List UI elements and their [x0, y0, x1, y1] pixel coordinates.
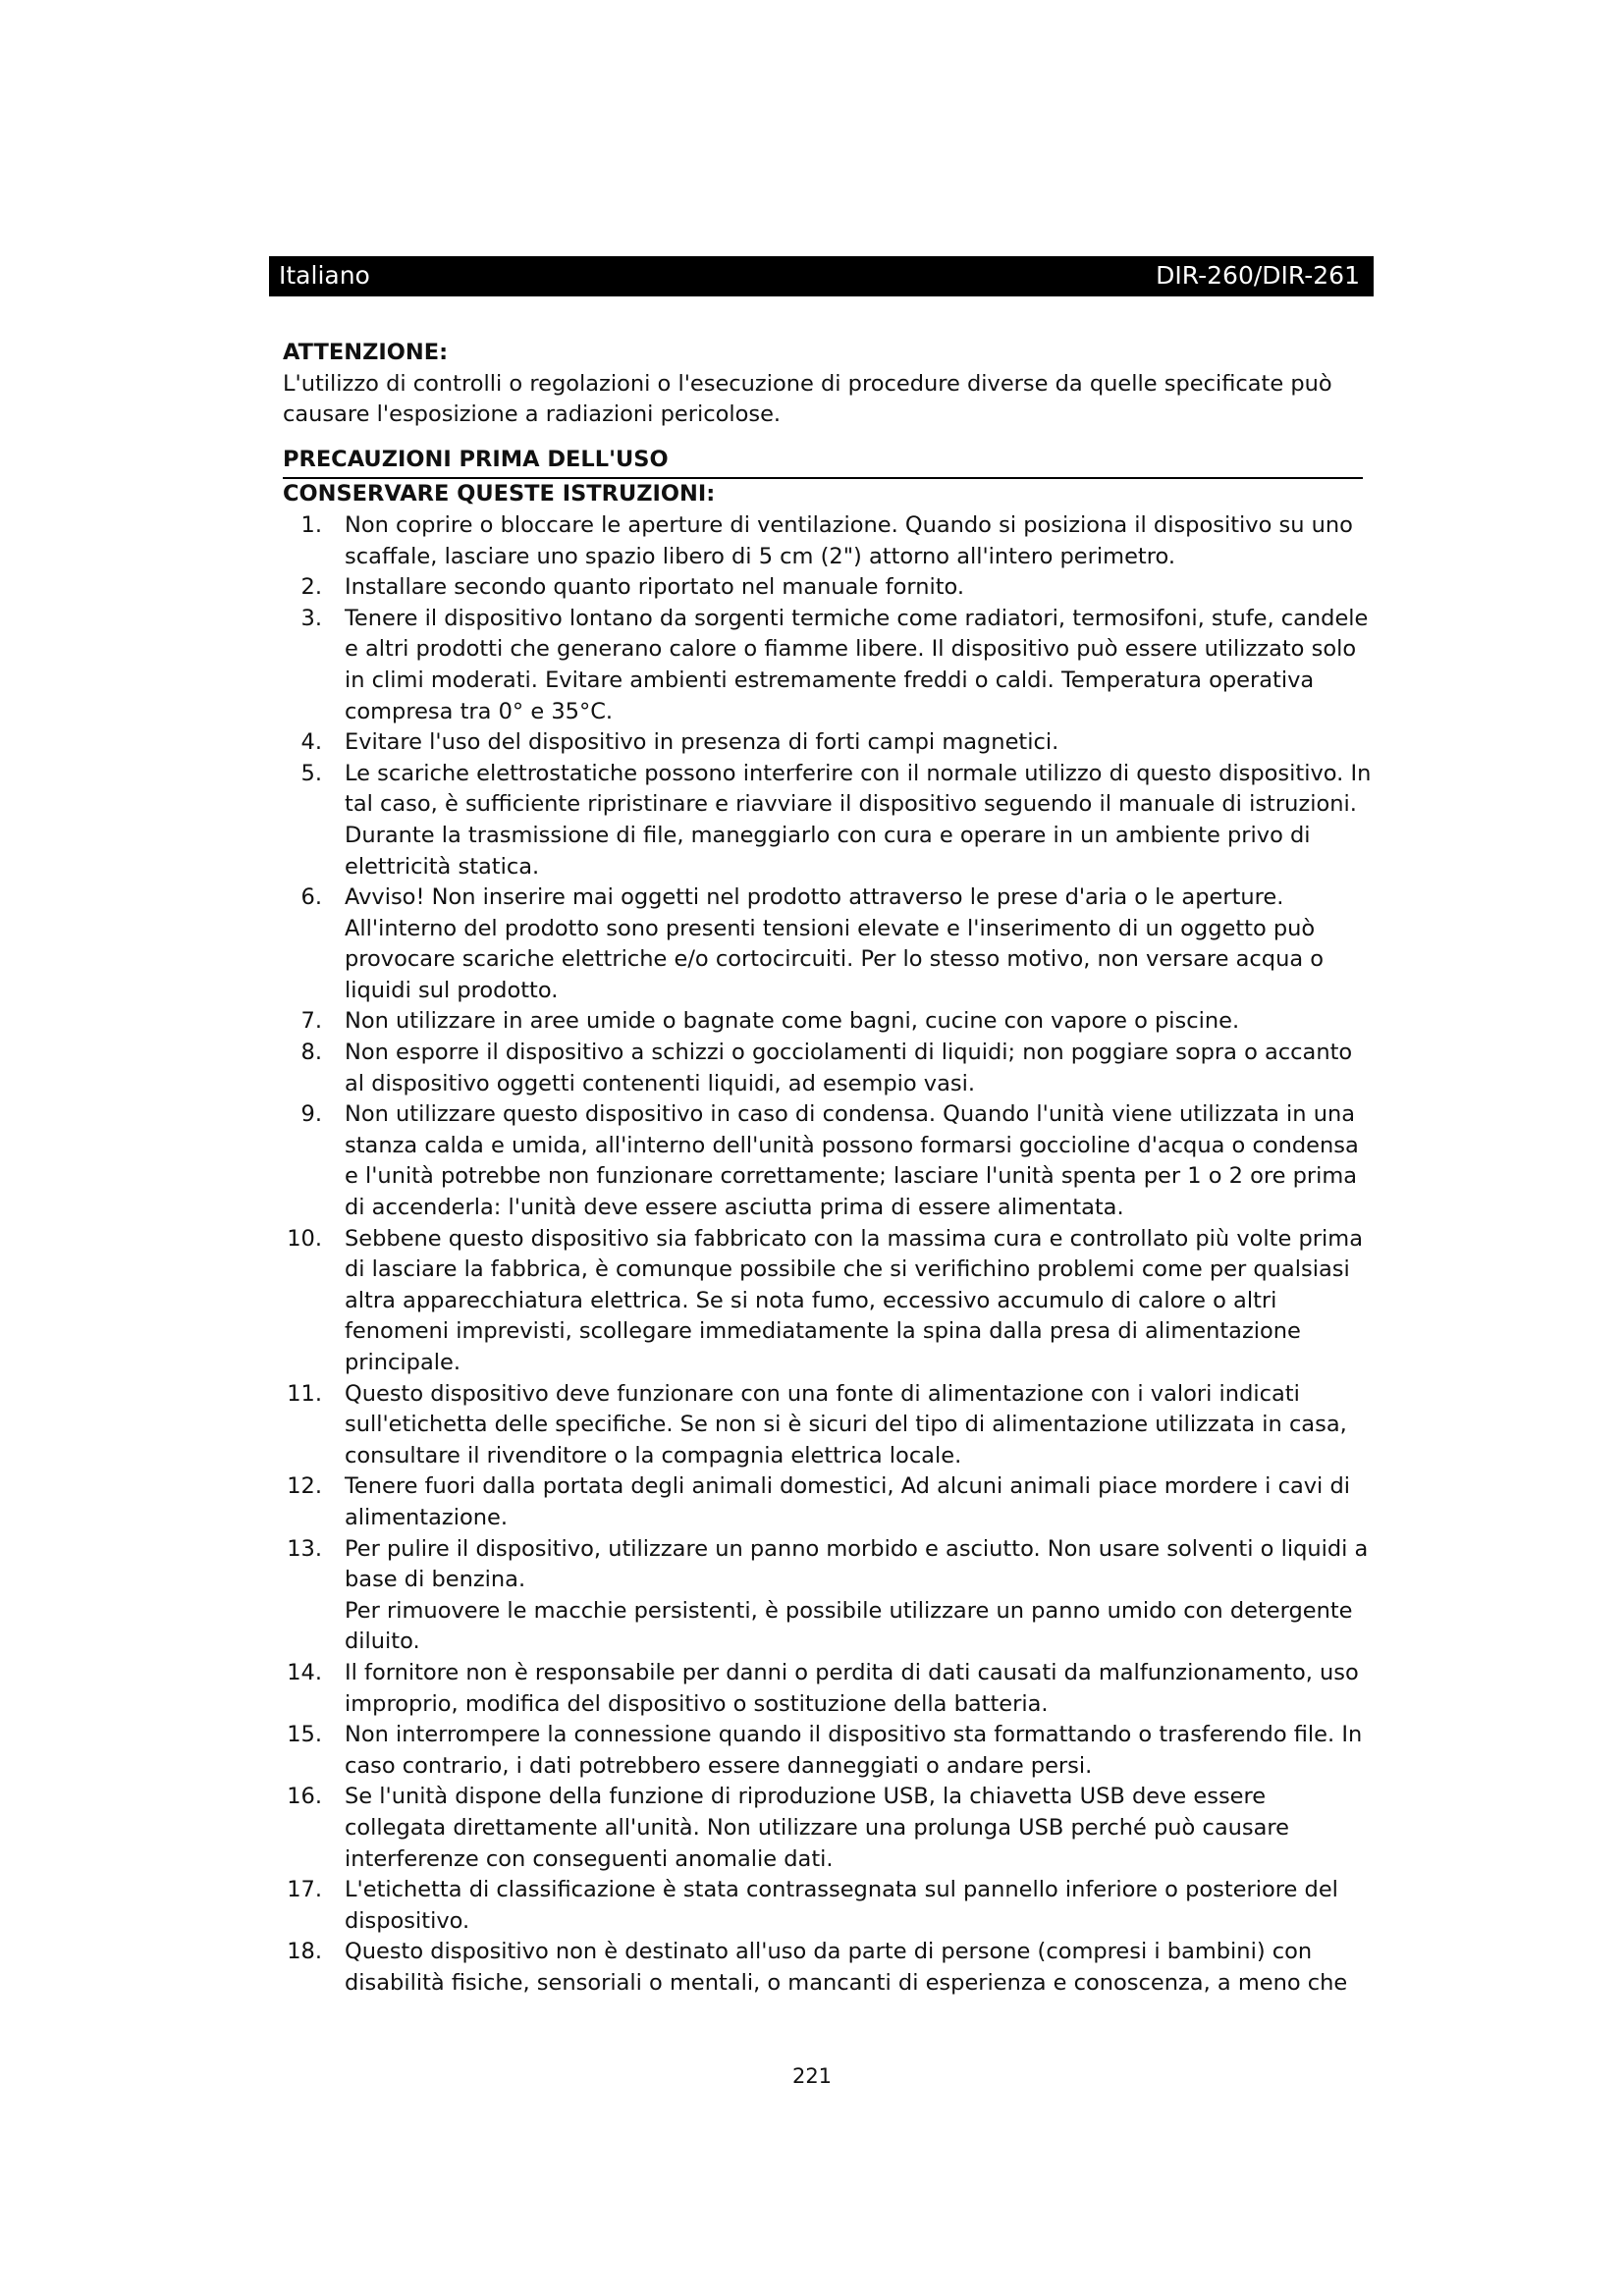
item-text: Tenere il dispositivo lontano da sorgenti termiche come radiatori, termosifoni, stufe, candele e altri prodotti che generano calore o fiamme libere. Il dispositivo può essere utilizzato solo in climi moderati. Evitare ambienti estremamente freddi o caldi. Temperatura operativa compresa tra 0° e 35°C. — [345, 605, 1369, 724]
item-number: 7. — [300, 1008, 322, 1035]
list-item — [283, 1534, 1373, 1658]
item-text: Non coprire o bloccare le aperture di ventilazione. Quando si posiziona il dispositivo su uno scaffale, lasciare uno spazio libero di 5 cm (2") attorno all'intero perimetro. — [345, 511, 1353, 569]
item-text: Non esporre il dispositivo a schizzi o gocciolamenti di liquidi; non poggiare sopra o accanto al dispositivo oggetti contenenti liquidi, ad esempio vasi. — [345, 1040, 1353, 1096]
item-number: 3. — [300, 605, 322, 631]
item-number: 1. — [300, 511, 322, 538]
list-item — [283, 1471, 1373, 1533]
item-number: 10. — [287, 1225, 322, 1252]
page-number: 221 — [791, 2064, 833, 2088]
item-number: 5. — [300, 760, 322, 786]
warning-text: L'utilizzo di controlli o regolazioni o l'esecuzione di procedure diverse da quelle specificate può causare l'esposizione a radiazioni pericolose. — [283, 370, 1332, 428]
item-number: 11. — [287, 1380, 322, 1407]
list-item — [283, 759, 1373, 882]
list-item — [283, 572, 1373, 604]
item-text: Sebbene questo dispositivo sia fabbricato con la massima cura e controllato più volte prima di lasciare la fabbrica, è comunque possibile che si verifichino problemi come per qualsiasi altra apparecchiatura elettrica. Se si nota fumo, eccessivo accumulo di calore o altri fenomeni imprevisti, scollegare immediatamente la spina dalla presa di alimentazione principale. — [345, 1225, 1363, 1375]
item-text: Tenere fuori dalla portata degli animali domestici, Ad alcuni animali piace mordere i cavi di alimentazione. — [345, 1473, 1350, 1530]
item-number: 16. — [287, 1784, 322, 1810]
list-item — [283, 882, 1373, 1006]
item-number: 4. — [300, 729, 322, 756]
item-number: 13. — [287, 1535, 322, 1562]
item-number: 8. — [300, 1040, 322, 1066]
item-number: 9. — [300, 1101, 322, 1128]
language-label: Italiano — [279, 261, 370, 290]
item-text: Non utilizzare questo dispositivo in caso di condensa. Quando l'unità viene utilizzata in una stanza calda e umida, all'interno dell'unità possono formarsi goccioline d'acqua o condensa e l'unità potrebbe non funzionare correttamente; lasciare l'unità spenta per 1 o 2 ore prima di accenderla: l'unità deve essere asciutta prima di essere alimentata. — [345, 1101, 1359, 1221]
item-number: 6. — [300, 884, 322, 911]
list-item — [283, 604, 1373, 727]
section-title: PRECAUZIONI PRIMA DELL'USO — [283, 446, 669, 472]
list-item — [283, 1720, 1373, 1782]
item-number: 15. — [287, 1722, 322, 1748]
item-text: Evitare l'uso del dispositivo in presenza di forti campi magnetici. — [345, 729, 1059, 756]
item-text: Questo dispositivo non è destinato all'uso da parte di persone (compresi i bambini) con disabilità fisiche, sensoriali o mentali, o mancanti di esperienza e conoscenza, a meno che — [345, 1939, 1348, 1996]
item-number: 14. — [287, 1659, 322, 1685]
page-content — [283, 338, 1373, 1999]
warning-title: ATTENZIONE: — [283, 340, 449, 365]
list-item — [283, 1006, 1373, 1038]
list-item — [283, 1224, 1373, 1379]
precautions-list — [283, 510, 1373, 2000]
item-text: Le scariche elettrostatiche possono interferire con il normale utilizzo di questo dispositivo. In tal caso, è sufficiente ripristinare e riavviare il dispositivo seguendo il manuale di istruzioni. Durante la trasmissione di file, maneggiarlo con cura e operare in un ambiente privo di elettricità statica. — [345, 760, 1372, 880]
item-text: Non utilizzare in aree umide o bagnate come bagni, cucine con vapore o piscine. — [345, 1008, 1240, 1035]
item-number: 2. — [300, 574, 322, 601]
item-text: Per pulire il dispositivo, utilizzare un panno morbido e asciutto. Non usare solventi o liquidi a base di benzina. — [345, 1535, 1369, 1593]
item-text: Non interrompere la connessione quando il dispositivo sta formattando o trasferendo file. In caso contrario, i dati potrebbero essere danneggiati o andare persi. — [345, 1722, 1363, 1779]
page-header-bar — [269, 256, 1374, 296]
item-text: Se l'unità dispone della funzione di riproduzione USB, la chiavetta USB deve essere collegata direttamente all'unità. Non utilizzare una prolunga USB perché può causare interferenze con conseguenti anomalie dati. — [345, 1784, 1289, 1872]
item-text: L'etichetta di classificazione è stata contrassegnata sul pannello inferiore o posteriore del dispositivo. — [345, 1877, 1338, 1934]
list-item — [283, 1875, 1373, 1937]
item-number: 17. — [287, 1877, 322, 1903]
list-item — [283, 1379, 1373, 1472]
list-item — [283, 1937, 1373, 1999]
list-item — [283, 727, 1373, 759]
list-item — [283, 1099, 1373, 1223]
list-item — [283, 1658, 1373, 1720]
list-item — [283, 1782, 1373, 1875]
item-text: Avviso! Non inserire mai oggetti nel prodotto attraverso le prese d'aria o le aperture. All'interno del prodotto sono presenti tensioni elevate e l'inserimento di un oggetto può provocare scariche elettriche e/o cortocircuiti. Per lo stesso motivo, non versare acqua o liquidi sul prodotto. — [345, 884, 1325, 1003]
item-text-continued: Per rimuovere le macchie persistenti, è possibile utilizzare un panno umido con detergente diluito. — [345, 1597, 1353, 1655]
model-label: DIR-260/DIR-261 — [1156, 261, 1360, 290]
item-number: 12. — [287, 1473, 322, 1500]
item-number: 18. — [287, 1939, 322, 1965]
section-subtitle: CONSERVARE QUESTE ISTRUZIONI: — [283, 481, 716, 507]
list-item — [283, 510, 1373, 572]
item-text: Il fornitore non è responsabile per danni o perdita di dati causati da malfunzionamento, uso improprio, modifica del dispositivo o sostituzione della batteria. — [345, 1659, 1359, 1717]
list-item — [283, 1038, 1373, 1099]
item-text: Installare secondo quanto riportato nel manuale fornito. — [345, 574, 965, 601]
item-text: Questo dispositivo deve funzionare con una fonte di alimentazione con i valori indicati sull'etichetta delle specifiche. Se non si è sicuri del tipo di alimentazione utilizzata in casa, consultare il rivenditore o la compagnia elettrica locale. — [345, 1380, 1347, 1468]
